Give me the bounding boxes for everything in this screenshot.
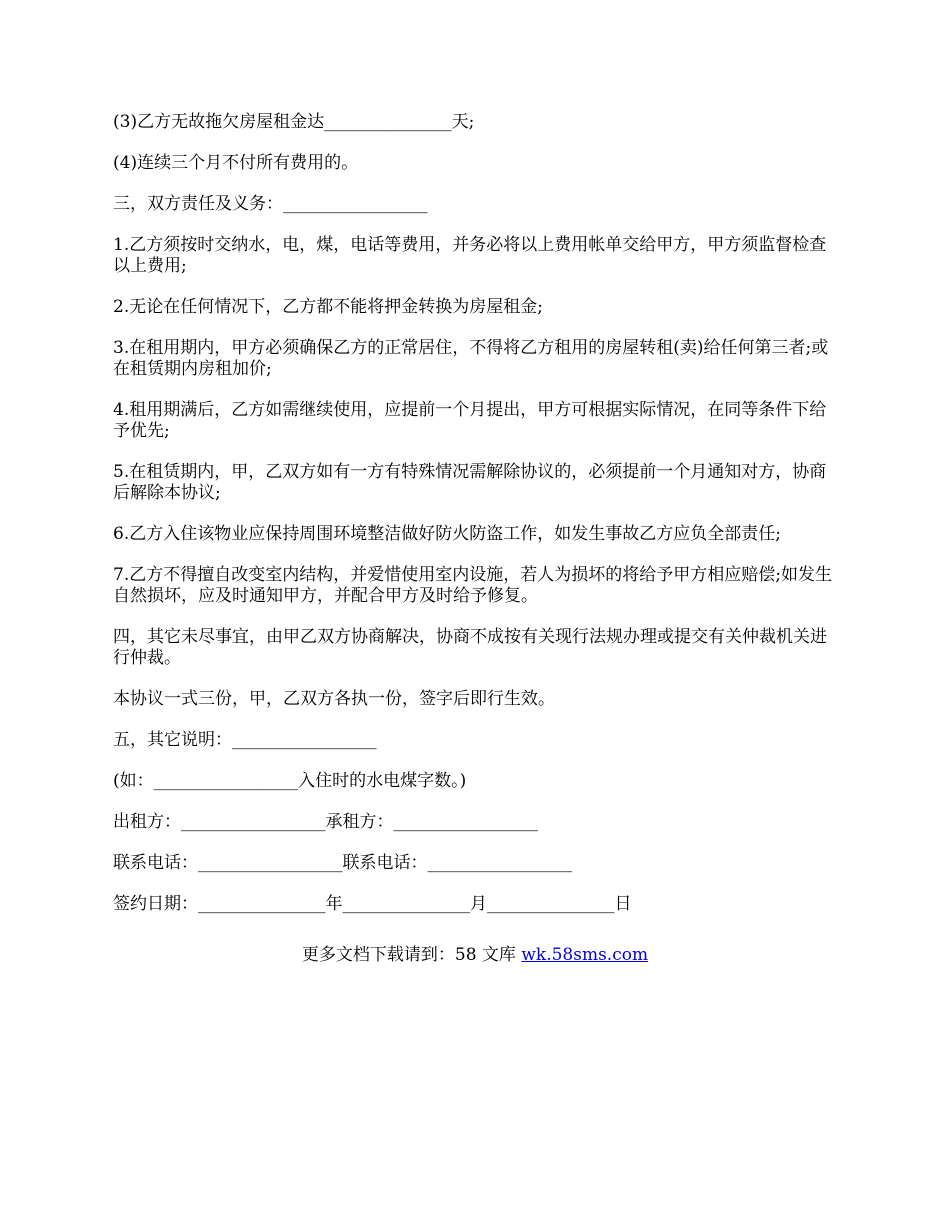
duty-item-6: 6.乙方入住该物业应保持周围环境整洁做好防火防盗工作，如发生事故乙方应负全部责任;: [113, 524, 781, 544]
footer-text: 更多文档下载请到：58 文库: [301, 945, 522, 965]
utility-reading-note: (如：_________________入住时的水电煤字数。): [113, 771, 467, 791]
parties-signature-line: 出租方：_________________承租方：_________________: [113, 812, 538, 832]
duty-item-2: 2.无论在任何情况下，乙方都不能将押金转换为房屋租金;: [113, 297, 543, 317]
signing-date-line: 签约日期：_______________年_______________月_______________日: [113, 894, 632, 914]
clause-3-arrears: (3)乙方无故拖欠房屋租金达_______________天;: [113, 112, 475, 132]
footer-link[interactable]: wk.58sms.com: [521, 945, 649, 965]
section-four-text: 四，其它未尽事宜，由甲乙双方协商解决，协商不成按有关现行法规办理或提交有关仲裁机关进行仲裁。: [113, 627, 827, 668]
copies-statement: 本协议一式三份，甲，乙双方各执一份，签字后即行生效。: [113, 689, 555, 709]
duty-item-3: 3.在租用期内，甲方必须确保乙方的正常居住，不得将乙方租用的房屋转租(卖)给任何第三者;或在租赁期内房租加价;: [113, 338, 829, 379]
clause-4-unpaid-fees: (4)连续三个月不付所有费用的。: [113, 153, 359, 173]
duty-item-1: 1.乙方须按时交纳水，电，煤，电话等费用，并务必将以上费用帐单交给甲方，甲方须监督检查以上费用;: [113, 235, 827, 276]
document-body: [113, 112, 843, 935]
duty-item-4: 4.租用期满后，乙方如需继续使用，应提前一个月提出，甲方可根据实际情况，在同等条件下给予优先;: [113, 400, 827, 441]
footer: [0, 944, 950, 966]
duty-item-7: 7.乙方不得擅自改变室内结构，并爱惜使用室内设施，若人为损坏的将给予甲方相应赔偿;如发生自然损坏，应及时通知甲方，并配合甲方及时给予修复。: [113, 565, 832, 606]
phone-line: 联系电话：_________________联系电话：_________________: [113, 853, 572, 873]
section-three-heading: 三，双方责任及义务：_________________: [113, 194, 428, 214]
duty-item-5: 5.在租赁期内，甲，乙双方如有一方有特殊情况需解除协议的，必须提前一个月通知对方，协商后解除本协议;: [113, 462, 827, 503]
section-five-heading: 五，其它说明：_________________: [113, 730, 377, 750]
